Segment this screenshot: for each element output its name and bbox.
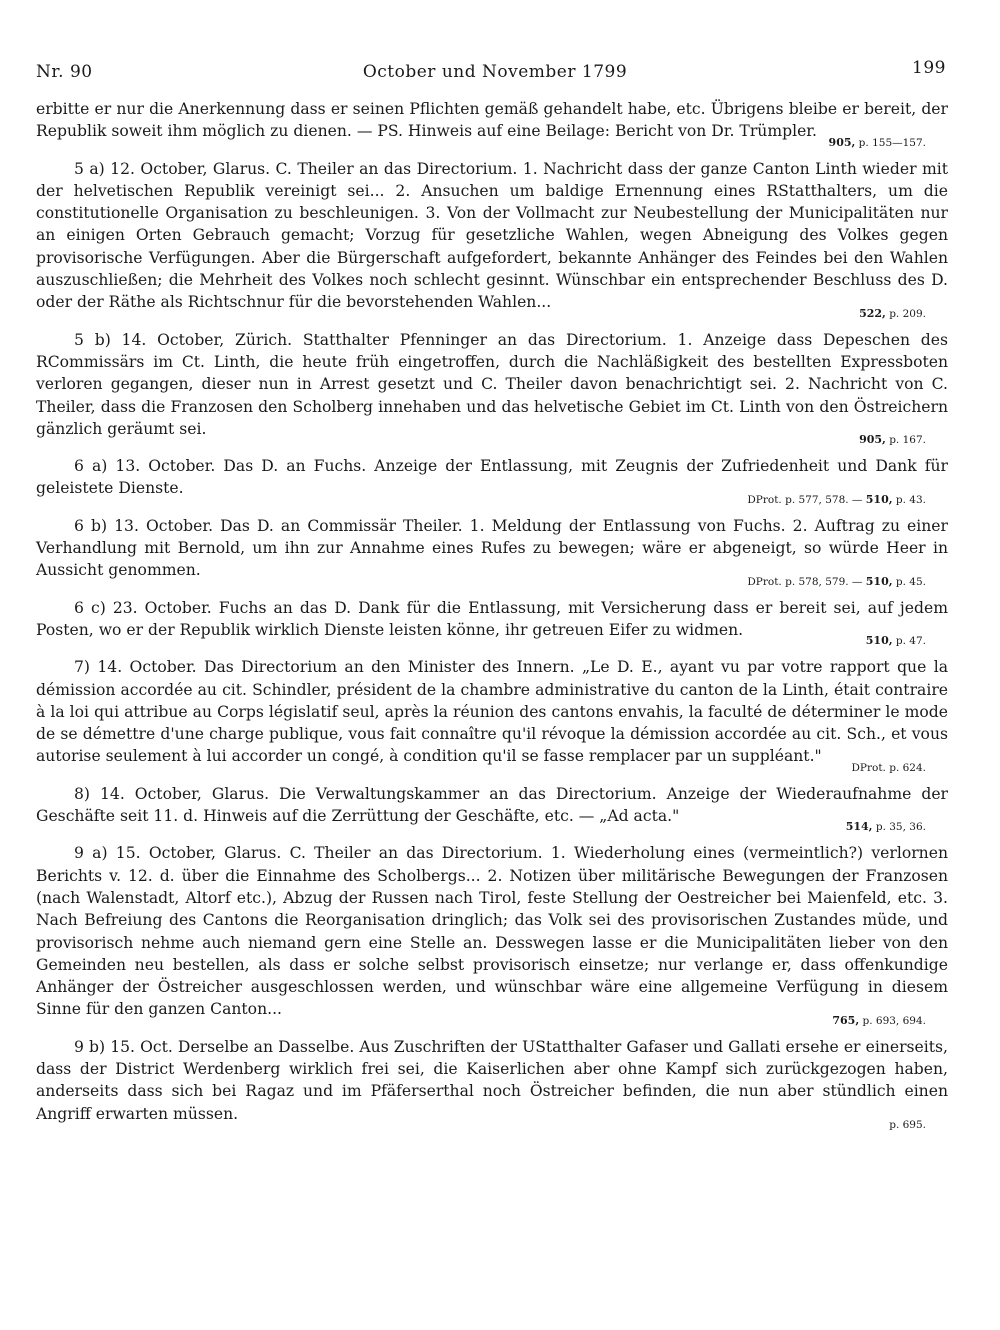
- entry-paragraph: [36, 656, 948, 773]
- entry-paragraph: [36, 158, 948, 320]
- entry-paragraph: [36, 842, 948, 1026]
- page-number: 199: [912, 58, 946, 78]
- reference-pages: p. 35, 36.: [872, 821, 926, 834]
- reference-volume: 514,: [845, 820, 873, 834]
- reference-pages: p. 43.: [892, 493, 926, 506]
- entry-paragraph: [36, 783, 948, 834]
- entry-paragraph: [36, 515, 948, 588]
- reference-pages: p. 695.: [889, 1118, 926, 1131]
- reference-volume: 765,: [832, 1013, 860, 1027]
- reference-volume: 510,: [865, 492, 893, 506]
- entry-text: 5 a) 12. October, Glarus. C. Theiler an das Directorium. 1. Nachricht dass der ganze Canton Linth wieder mit der helvetischen Republik vereinigt sei... 2. Ansuchen um baldige Ernennung eines RStatthalters, um die constitutionelle Organisation zu beschleunigen. 3. Von der Vollmacht zur Neubestellung der Municipalitäten nur an einigen Orten Gebrauch gemacht; Vorzug für gesetzliche Wahlen, wegen Abneigung des Volkes gegen provisorische Verfügungen. Aber die Bürgerschaft aufgefordert, bekannte Anhänger des Feindes bei den Wahlen auszuschließen; die Mehrheit des Volkes noch schlecht gesinnt. Wünschbar ein entsprechender Beschluss des D. oder der Räthe als Richtschnur für die bevorstehenden Wahlen...: [36, 159, 948, 312]
- running-title: October und November 1799: [362, 62, 628, 82]
- entry-text: 7) 14. October. Das Directorium an den Minister des Innern. „Le D. E., ayant vu par votre rapport que la démission accordée au cit. Schindler, président de la chambre administrative du canton de la Linth, était contraire à la loi qui attribue au Corps législatif seul, après la réunion des cantons envahis, la faculté de déterminer le mode de se démettre d'une charge publique, vous fait connaître qu'il révoque la démission accordée au cit. Sch., et vous autorise seulement à lui accorder un congé, à condition qu'il se fasse remplacer par un suppléant.": [36, 658, 948, 766]
- reference-volume: 905,: [828, 135, 856, 149]
- reference-volume: 510,: [865, 634, 893, 648]
- entry-text: 9 a) 15. October, Glarus. C. Theiler an das Directorium. 1. Wiederholung eines (vermeintlich?) verlornen Berichts v. 12. d. über die Einnahme des Scholbergs... 2. Notizen über militärische Bewegungen der Franzosen (nach Walenstadt, Altorf etc.), Abzug der Russen nach Tirol, feste Stellung der Oestreicher bei Maienfeld, etc. 3. Nach Befreiung des Cantons die Reorganisation dringlich; das Volk sei des provisorischen Zustandes müde, und provisorisch nehme auch niemand gern eine Stelle an. Desswegen lasse er die Municipalitäten lieber von den Gemeinden neu bestellen, als dass er solche selbst provisorisch einsetze; nur verlange er, dass offenkundige Anhänger der Östreicher ausgeschlossen werden, und wünschbar wäre eine allgemeine Verfügung in diesem Sinne für den ganzen Canton...: [36, 844, 948, 1019]
- entry-text: 8) 14. October, Glarus. Die Verwaltungskammer an das Directorium. Anzeige der Wiederaufnahme der Geschäfte seit 11. d. Hinweis auf die Zerrüttung der Geschäfte, etc. — „Ad acta.": [36, 784, 948, 826]
- reference-volume: 905,: [859, 433, 886, 447]
- body-text: [36, 98, 948, 1140]
- entry-paragraph: [36, 455, 948, 506]
- entry-text: 5 b) 14. October, Zürich. Statthalter Pfenninger an das Directorium. 1. Anzeige dass Depeschen des RCommissärs im Ct. Linth, die heute früh eingetroffen, durch die Nachläßigkeit des bestellten Expressboten verloren gegangen, dieser nun in Arrest gesetzt und C. Theiler davon benachrichtigt sei. 2. Nachricht von C. Theiler, dass die Franzosen den Scholberg innehaben und das helvetische Gebiet im Ct. Linth von den Östreichern gänzlich geräumt sei.: [36, 330, 948, 438]
- reference-pages: p. 693, 694.: [859, 1014, 926, 1027]
- entry-text: 6 b) 13. October. Das D. an Commissär Theiler. 1. Meldung der Entlassung von Fuchs. 2. Auftrag zu einer Verhandlung mit Bernold, um ihn zur Annahme eines Rufes zu bewegen; wäre er abgeneigt, so würde Heer in Aussicht genommen.: [36, 516, 948, 580]
- entry-paragraph: [36, 329, 948, 446]
- reference-volume: 522,: [859, 306, 886, 320]
- reference-pages: p. 209.: [885, 307, 926, 320]
- entry-text: 6 a) 13. October. Das D. an Fuchs. Anzeige der Entlassung, mit Zeugnis der Zufriedenheit und Dank für geleistete Dienste.: [36, 457, 948, 498]
- reference-pages: p. 45.: [892, 575, 926, 588]
- running-header: [36, 58, 954, 92]
- entry-text: 6 c) 23. October. Fuchs an das D. Dank für die Entlassung, mit Versicherung dass er bereit sei, auf jedem Posten, wo er der Republik wirklich Dienste leisten könne, ihr getreuen Eifer zu widmen.: [36, 598, 948, 639]
- reference-volume: 510,: [865, 574, 893, 588]
- entry-text: erbitte er nur die Anerkennung dass er seinen Pflichten gemäß gehandelt habe, etc. Übrigens bleibe er bereit, der Republik soweit ihm möglich zu dienen. — PS. Hinweis auf eine Beilage: Bericht von Dr. Trümpler.: [36, 100, 948, 141]
- entry-paragraph: [36, 98, 948, 149]
- entry-paragraph: [36, 1036, 948, 1131]
- document-number: Nr. 90: [36, 62, 93, 82]
- reference-pages: p. 47.: [892, 635, 926, 648]
- reference-protocol: DProt. p. 578, 579. —: [747, 575, 866, 588]
- reference-protocol: DProt. p. 577, 578. —: [747, 493, 866, 506]
- reference-pages: p. 155—157.: [855, 136, 926, 149]
- reference-pages: p. 167.: [885, 434, 926, 447]
- entry-text: 9 b) 15. Oct. Derselbe an Dasselbe. Aus Zuschriften der UStatthalter Gafaser und Gallati ersehe er einerseits, dass der District Werdenberg wirklich frei sei, die Kaiserlichen aber ohne Kampf sich zurückgezogen haben, anderseits dass sich bei Ragaz und im Pfäferserthal noch Östreicher befinden, die nun aber stündlich einen Angriff erwarten müssen.: [36, 1037, 948, 1123]
- entry-paragraph: [36, 597, 948, 648]
- reference-protocol: DProt. p. 624.: [851, 761, 926, 774]
